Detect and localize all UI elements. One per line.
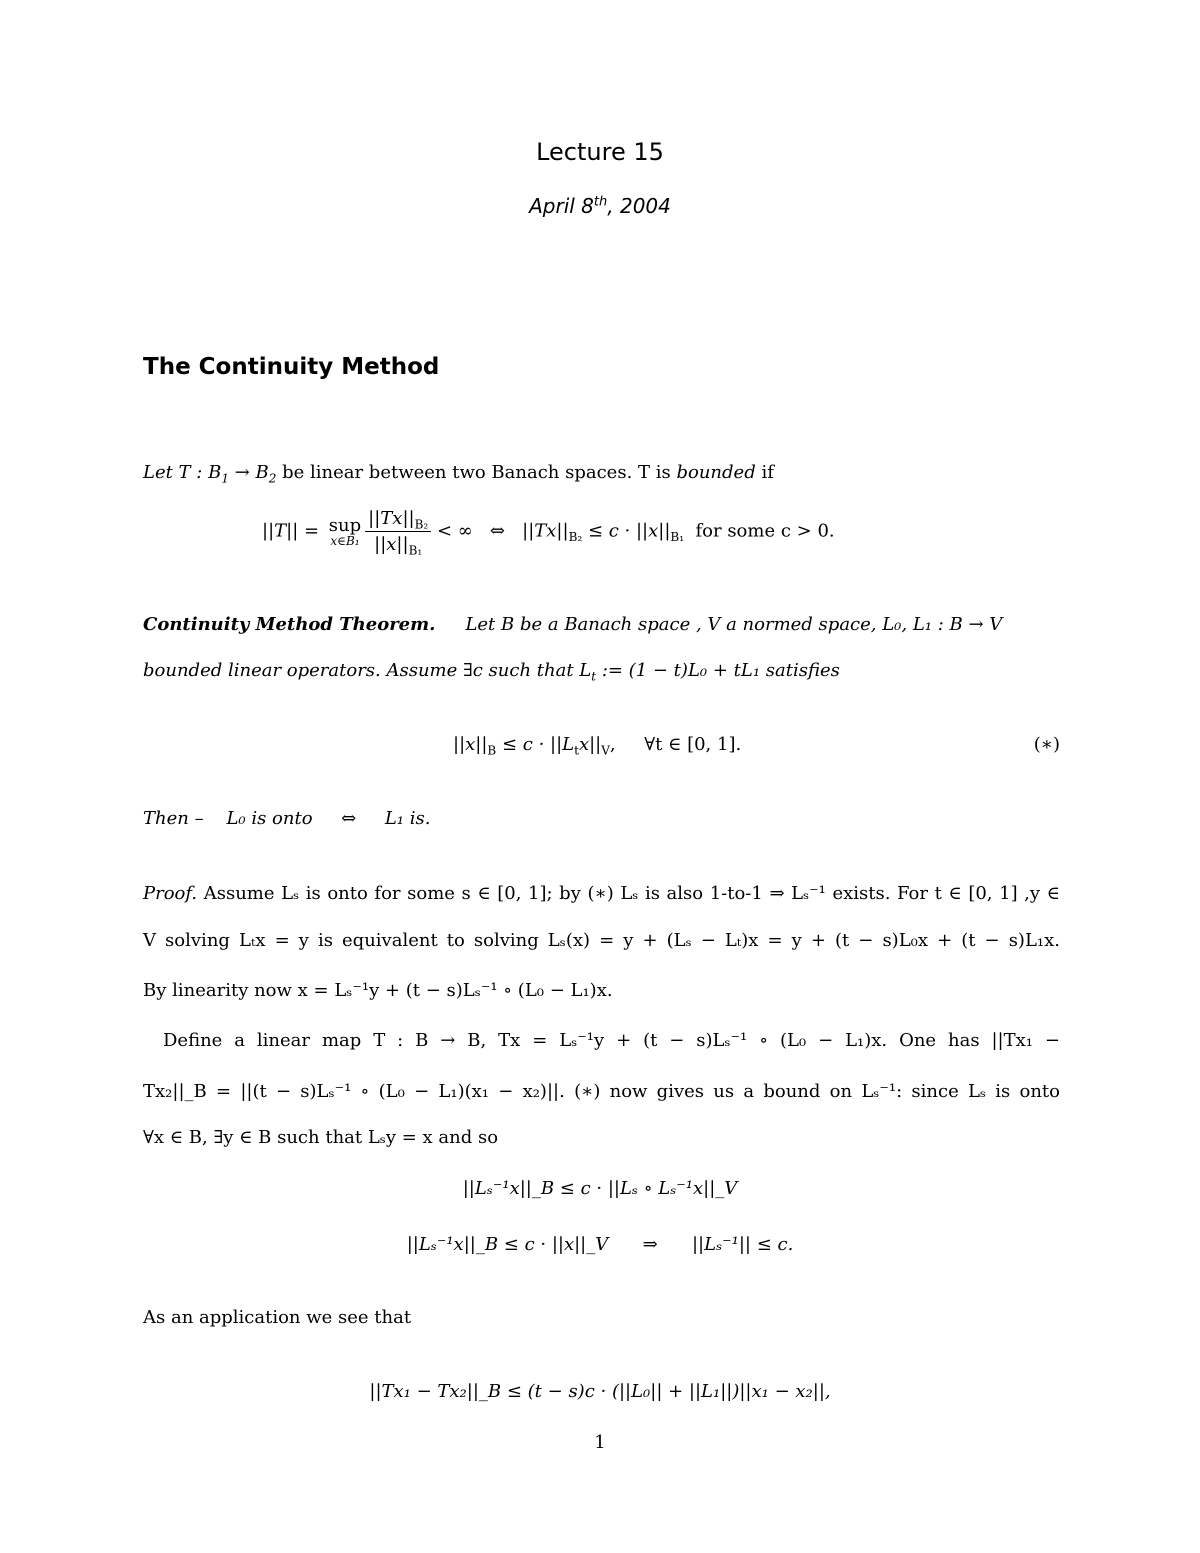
intro-rest: be linear between two Banach spaces. T is (276, 462, 677, 483)
intro-prefix: Let T : B (143, 462, 222, 483)
proof-line-1 (143, 883, 1060, 904)
norm-lhs: ||T|| = (262, 520, 325, 542)
norm-rhs-tail: for some c > 0. (684, 520, 835, 542)
star-eq-tail: , ∀t ∈ [0, 1]. (609, 734, 742, 755)
date-year: , 2004 (607, 194, 671, 218)
equation-label-star: (∗) (1033, 734, 1060, 755)
then-statement: Then – L₀ is onto ⇔ L₁ is. (143, 808, 431, 829)
proof-line-6: ∀x ∈ B, ∃y ∈ B such that Lₛy = x and so (143, 1127, 499, 1148)
theorem-text-2-tail: := (1 − t)L₀ + tL₁ satisfies (596, 660, 840, 681)
proof-line-5: Tx₂||_B = ||(t − s)Lₛ⁻¹ ∘ (L₀ − L₁)(x₁ − x₂)||. (∗) now gives us a bound on Lₛ⁻¹: since Lₛ is onto (143, 1081, 1060, 1102)
final-eq-text: ||Tx₁ − Tx₂||_B ≤ (t − s)c · (||L₀|| + ||L₁||)||x₁ − x₂||, (369, 1381, 831, 1402)
theorem-text-1: Let B be a Banach space , V a normed space, L₀, L₁ : B → V (465, 614, 1003, 635)
bound-equation-2 (0, 1234, 1200, 1255)
final-equation (0, 1381, 1200, 1402)
frac-denominator-sub: B₁ (408, 543, 423, 558)
lecture-date (0, 194, 1200, 218)
page-title: Lecture 15 (536, 138, 664, 166)
star-eq-sub3: V (601, 743, 610, 758)
star-eq-sub1: B (487, 743, 497, 758)
star-eq-sub2: t (574, 743, 579, 758)
sup-under: x∈B₁ (330, 534, 360, 548)
star-eq-mid: ≤ c · ||L (496, 734, 575, 755)
sup-operator: sup (328, 515, 362, 536)
theorem-line-2 (143, 660, 1060, 684)
norm-rhs-mid: ≤ c · ||x|| (582, 520, 671, 542)
intro-sub1: 1 (221, 471, 229, 486)
proof-line-3: By linearity now x = Lₛ⁻¹y + (t − s)Lₛ⁻¹ ∘ (L₀ − L₁)x. (143, 980, 613, 1001)
intro-arrow: → B (228, 462, 269, 483)
theorem-text-2-sub: t (591, 669, 597, 684)
intro-sub2: 2 (268, 471, 277, 486)
frac-denominator: ||x|| (374, 534, 409, 555)
frac-numerator: ||Tx|| (368, 508, 415, 529)
star-equation (453, 734, 742, 758)
intro-paragraph (143, 462, 1060, 486)
theorem-line-1 (143, 614, 1060, 635)
proof-line-2: V solving Lₜx = y is equivalent to solving Lₛ(x) = y + (Lₛ − Lₜ)x = y + (t − s)L₀x + (t − s)L₁x. (143, 930, 1060, 951)
norm-definition-equation (262, 508, 835, 558)
bound-eq-2-text: ||Lₛ⁻¹x||_B ≤ c · ||x||_V ⇒ ||Lₛ⁻¹|| ≤ c. (406, 1234, 794, 1255)
theorem-text-2: bounded linear operators. Assume ∃c such that L (143, 660, 592, 681)
norm-rhs: < ∞ ⇔ ||Tx|| (431, 520, 569, 542)
norm-rhs-sub2: B₁ (670, 530, 685, 545)
date-suffix: th (593, 194, 608, 210)
star-eq-mid2: x|| (578, 734, 602, 755)
section-title: The Continuity Method (143, 354, 440, 380)
theorem-heading: Continuity Method Theorem. (143, 614, 436, 635)
bound-eq-1-text: ||Lₛ⁻¹x||_B ≤ c · ||Lₛ ∘ Lₛ⁻¹x||_V (462, 1178, 738, 1199)
application-text: As an application we see that (143, 1307, 412, 1328)
frac-numerator-sub: B₂ (414, 517, 429, 532)
bound-equation-1 (0, 1178, 1200, 1199)
intro-tail: if (755, 462, 774, 483)
norm-rhs-sub1: B₂ (568, 530, 583, 545)
proof-text-1: Assume Lₛ is onto for some s ∈ [0, 1]; by (∗) Lₛ is also 1-to-1 ⇒ Lₛ⁻¹ exists. For t ∈ [0, 1] ,y ∈ (197, 883, 1060, 904)
proof-heading: Proof. (143, 883, 198, 904)
star-eq-norm: ||x|| (453, 734, 488, 755)
date-month: April 8 (529, 194, 594, 218)
page-number: 1 (594, 1432, 606, 1453)
intro-emph: bounded (676, 462, 756, 483)
proof-line-4: Define a linear map T : B → B, Tx = Lₛ⁻¹y + (t − s)Lₛ⁻¹ ∘ (L₀ − L₁)x. One has ||Tx₁ − (163, 1030, 1060, 1051)
